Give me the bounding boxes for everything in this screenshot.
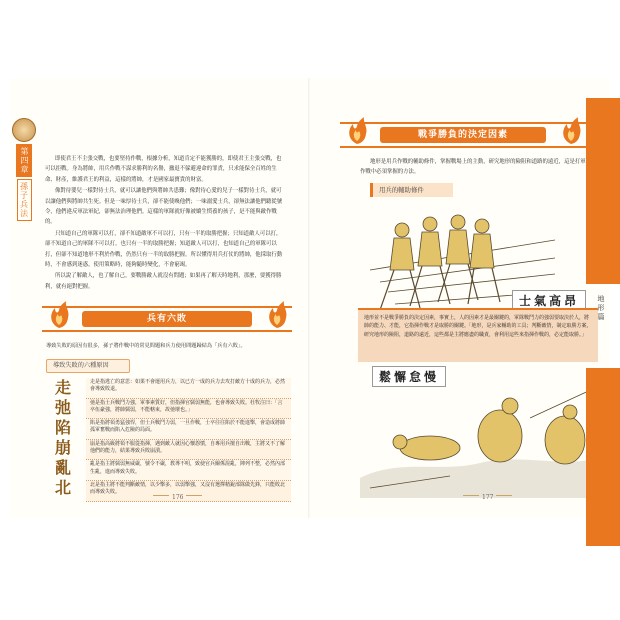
list-item: 崩是指高級將領不服從指揮，遇到敵人就因心懷怨憤，自專用兵擅自出戰，主將又不了解他們的能力，結果導致兵敗崩潰。	[86, 440, 291, 461]
six-defeats-table	[46, 378, 291, 502]
ornament-divider	[153, 495, 169, 500]
flame-icon	[264, 300, 290, 330]
body-text	[45, 154, 285, 293]
left-page	[10, 78, 310, 518]
list-item: 弛是指士兵戰鬥力強，軍事素質好，但指揮官懦弱無能，也會導致失敗。杜牧注曰：「言卒伍豪強，將帥懦弱，不能轄束，故弛壞也。」	[86, 399, 291, 420]
defeat-char: 弛	[54, 398, 71, 417]
page-number	[460, 494, 515, 501]
section-banner	[340, 122, 586, 148]
ornament-divider	[186, 495, 202, 500]
page-number-text: 176	[172, 494, 184, 501]
defeat-char: 陷	[54, 418, 71, 437]
section-intro: 導致失敗的原因有很多，孫子將作戰中的常見問題和兵力使用問題歸結為「兵有六敗」。	[46, 343, 246, 349]
flame-icon	[46, 300, 72, 330]
flame-icon	[558, 116, 584, 146]
section-intro	[360, 158, 590, 177]
six-defeats-chars	[46, 378, 80, 498]
chapter-medallion-icon	[12, 118, 36, 142]
list-item: 亂是指主將懦弱無威嚴，號令不嚴，教導不明，致使官兵關係混亂，陣列不整，必然內部生亂，進而導致失敗。	[86, 460, 291, 481]
list-item: 陷是指將領勇猛強悍，但士兵戰鬥力弱，一旦作戰，士卒往往陷於不能進擊，會造成將帥孤軍奮戰而陷入危險的局面。	[86, 419, 291, 440]
paragraph: 像對待嬰兒一樣對待士兵，就可以讓他們與將帥共患難；像對待心愛的兒子一樣對待士兵，就可以讓他們與將帥共生死。但是一味厚待士兵，卻不能使喚他們；一味溺愛士兵，卻無法讓他們聽從號令，他們違反軍法軍紀，卻無法治理他們。這樣的軍隊就好像被嬌生慣養的孩子，是不能與敵作戰的。	[45, 188, 283, 226]
flame-icon	[344, 116, 370, 146]
page-number-text: 177	[482, 494, 494, 501]
thumb-index-tab	[586, 368, 620, 546]
defeat-char: 走	[54, 378, 71, 397]
caption-morale-slack: 鬆懈怠慢	[372, 366, 446, 387]
defeat-char: 崩	[54, 438, 71, 457]
list-item: 北是指主將不能判斷敵情，以少擊多，以弱擊強，又沒有選擇精銳部隊做先鋒，只能敗北而導致失敗。	[86, 481, 291, 502]
soldiers-resting-illustration	[360, 378, 600, 498]
sub-heading: 用兵的輔助條件	[370, 183, 453, 197]
paragraph: 只知道自己的軍隊可以打，卻不知道敵軍不可以打，只有一半的取勝把握；只知道敵人可以打，卻不知道自己的軍隊不可以打，也只有一半的取勝把握；知道敵人可以打，也知道自己的軍隊可以打，但卻不知道地形不利於作戰，仍然只有一半的取勝把握。所以懂得用兵打仗的將帥，他採取行動時，不會感到迷惑，使用策略時，能夠隨時變化，不會窮竭。	[45, 230, 283, 269]
ornament-divider	[496, 495, 512, 500]
page-number	[150, 494, 205, 501]
section-title: 兵有六敗	[82, 311, 252, 327]
thumb-index-label: 地形篇	[597, 295, 605, 322]
thumb-index-tab	[586, 98, 620, 284]
sub-heading: 導致失敗的六種原因	[46, 359, 130, 373]
chapter-tab	[12, 118, 36, 218]
paragraph: 所以說了解敵人，也了解自己，要戰勝敵人就沒有問題；如果再了解天時地利，那麼，要獲得勝利，就有絕對把握。	[45, 273, 282, 290]
book-spread	[10, 78, 610, 518]
list-item: 走是指逃亡的意思：如果不會運用兵力，以已方一成的兵力去攻打敵方十成的兵力，必然會導致敗退。	[86, 378, 291, 399]
paragraph: 地形是用兵作戰的輔助條件，掌握戰場上的主動，研究地形的險阻和道路的遠近，這是打軍作戰中必須掌握的方法。	[360, 159, 586, 175]
section-title: 戰爭勝負的決定因素	[380, 127, 546, 143]
explanation-plate: 地形並不是戰爭勝負的決定因素，事實上，人的因素才是最關鍵的，軍隊戰鬥力的強弱要取決於人，將帥的能力、才能，它指揮作戰才是取勝的關鍵。「地形，是兵家輔助的工具；判斷敵情，制定取勝方案，研究地形的險阻，道路的遠近，這些都是主將應盡的職責，會利用這些來指揮作戰的，必定能取勝。」	[358, 308, 598, 362]
defeat-char: 北	[54, 478, 71, 497]
paragraph: 即使君王不主張交戰，也要堅持作戰，根據分析，知道肯定不能獲勝的，即使君王主張交戰，也可以拒戰。身為將帥，用兵作戰不謀求勝利的名譽，撤退不躲避違命的罪責，只求能保全百姓的生命、財產，維護君王的利益，這樣的將帥，才是國家最寶貴的財富。	[45, 156, 282, 183]
section-banner	[42, 306, 292, 332]
right-page	[310, 78, 610, 518]
defeat-char: 亂	[54, 458, 71, 477]
caption-morale-high: 士氣高昂	[512, 290, 586, 311]
chapter-label: 第四章	[16, 144, 32, 177]
chapter-title: 孫子兵法	[17, 179, 32, 221]
ornament-divider	[463, 495, 479, 500]
six-defeats-list	[86, 378, 291, 502]
